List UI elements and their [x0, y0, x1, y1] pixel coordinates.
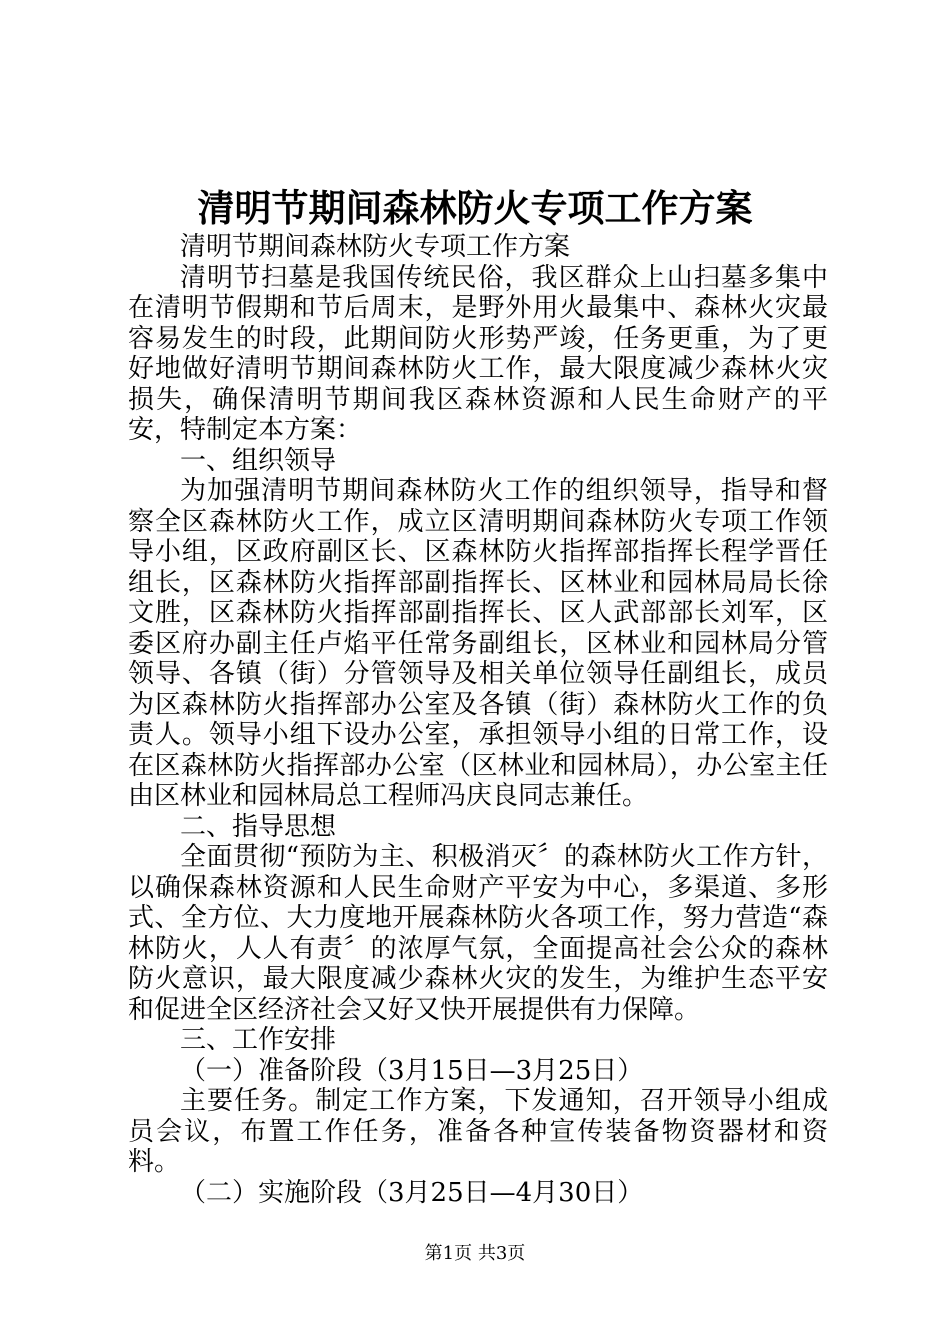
paragraph-subtitle: 清明节期间森林防火专项工作方案: [180, 232, 571, 262]
section-heading-work-arrangement: 三、工作安排: [180, 1025, 337, 1055]
subsection-heading-implementation: （二）实施阶段（3月25日—4月30日）: [180, 1177, 644, 1208]
document-body: [128, 232, 828, 1208]
section-heading-organization: 一、组织领导: [180, 445, 337, 476]
paragraph-organization: 为加强清明节期间森林防火工作的组织领导，指导和督察全区森林防火工作，成立区清明期间森林防火专项工作领导小组，区政府副区长、区森林防火指挥部指挥长程学晋任组长，区森林防火指挥部副指挥长、区林业和园林局局长徐文胜，区森林防火指挥部副指挥长、区人武部部长刘军，区委区府办副主任卢焰平任常务副组长，区林业和园林局分管领导、各镇（街）分管领导及相关单位领导任副组长，成员为区森林防火指挥部办公室及各镇（街）森林防火工作的负责人。领导小组下设办公室，承担领导小组的日常工作，设在区森林防火指挥部办公室（区林业和园林局），办公室主任由区林业和园林局总工程师冯庆良同志兼任。: [128, 476, 828, 811]
subsection-heading-preparation: （一）准备阶段（3月15日—3月25日）: [180, 1055, 644, 1086]
paragraph-intro: 清明节扫墓是我国传统民俗，我区群众上山扫墓多集中在清明节假期和节后周末，是野外用火最集中、森林火灾最容易发生的时段，此期间防火形势严竣，任务更重，为了更好地做好清明节期间森林防火工作，最大限度减少森林火灾损失，确保清明节期间我区森林资源和人民生命财产的平安，特制定本方案：: [128, 262, 828, 445]
page-footer: 第1页 共3页: [424, 1243, 526, 1264]
paragraph-guiding-thought: 全面贯彻“预防为主、积极消灭〞的森林防火工作方针，以确保森林资源和人民生命财产平安为中心，多渠道、多形式、全方位、大力度地开展森林防火各项工作，努力营造“森林防火，人人有责〞的浓厚气氛，全面提高社会公众的森林防火意识，最大限度减少森林火灾的发生，为维护生态平安和促进全区经济社会又好又快开展提供有力保障。: [128, 842, 828, 1025]
section-heading-guiding-thought: 二、指导思想: [180, 811, 337, 842]
document-title: 清明节期间森林防火专项工作方案: [197, 186, 753, 230]
paragraph-preparation: 主要任务。制定工作方案，下发通知，召开领导小组成员会议，布置工作任务，准备各种宣传装备物资器材和资料。: [128, 1086, 828, 1177]
